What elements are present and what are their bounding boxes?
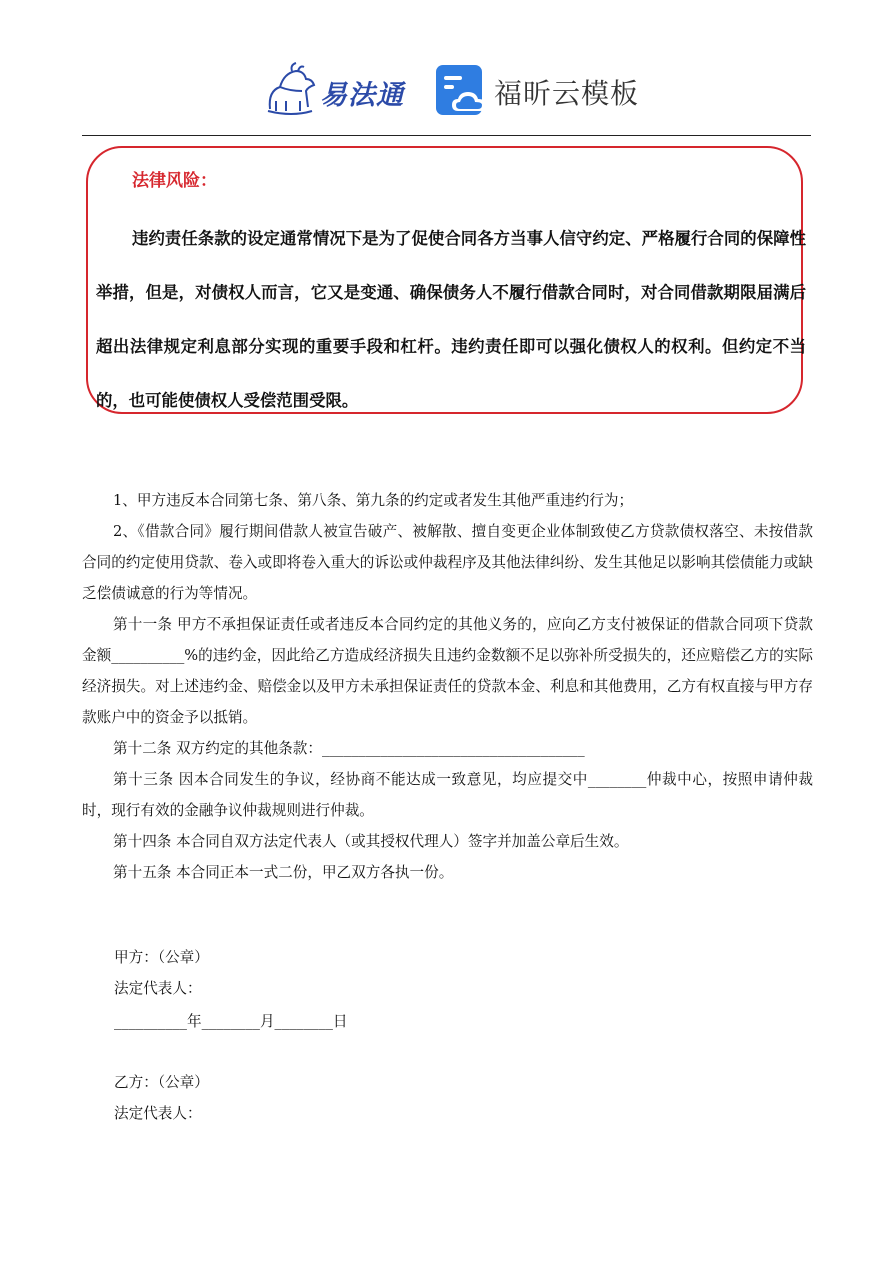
qilin-icon bbox=[262, 61, 322, 121]
legal-risk-body: 违约责任条款的设定通常情况下是为了促使合同各方当事人信守约定、严格履行合同的保障性举措，但是，对债权人而言，它又是变通、确保债务人不履行借款合同时，对合同借款期限届满后超出法律规定利息部分实现的重要手段和杠杆。违约责任即可以强化债权人的权利。但约定不当的，也可能使债权人受偿范围受限。 bbox=[96, 229, 806, 410]
header-divider bbox=[82, 135, 811, 136]
contract-clauses bbox=[82, 485, 813, 888]
party-a-label: 甲方：（公章） bbox=[114, 949, 209, 966]
clause-eleven: 第十一条 甲方不承担保证责任或者违反本合同约定的其他义务的，应向乙方支付被保证的借款合同项下贷款金额__________%的违约金，因此给乙方造成经济损失且违约金数额不足以弥补所受损失的，还应赔偿乙方的实际经济损失。对上述违约金、赔偿金以及甲方未承担保证责任的贷款本金、利息和其他费用，乙方有权直接与甲方存款账户中的资金予以抵销。 bbox=[82, 616, 813, 726]
party-b-label: 乙方：（公章） bbox=[114, 1074, 209, 1091]
clause-item: 2、《借款合同》履行期间借款人被宣告破产、被解散、擅自变更企业体制致使乙方贷款债权落空、未按借款合同的约定使用贷款、卷入或即将卷入重大的诉讼或仲裁程序及其他法律纠纷、发生其他足以影响其偿债能力或缺乏偿债诚意的行为等情况。 bbox=[82, 523, 813, 602]
party-a-representative: 法定代表人： bbox=[114, 980, 202, 997]
fuxin-logo-text: 福昕云模板 bbox=[494, 77, 640, 110]
yifatong-logo-text: 易法通 bbox=[320, 80, 404, 111]
yifatong-logo bbox=[262, 61, 412, 119]
party-b-representative: 法定代表人： bbox=[114, 1105, 202, 1122]
clause-fourteen: 第十四条 本合同自双方法定代表人（或其授权代理人）签字并加盖公章后生效。 bbox=[113, 833, 629, 850]
clause-thirteen: 第十三条 因本合同发生的争议，经协商不能达成一致意见，均应提交中________仲裁中心，按照申请仲裁时，现行有效的金融争议仲裁规则进行仲裁。 bbox=[82, 771, 813, 819]
clause-item: 1、甲方违反本合同第七条、第八条、第九条的约定或者发生其他严重违约行为； bbox=[113, 492, 634, 509]
party-a-date: __________年________月________日 bbox=[114, 1013, 348, 1030]
cloud-doc-icon bbox=[436, 65, 486, 115]
legal-risk-title: 法律风险： bbox=[132, 171, 217, 191]
clause-fifteen: 第十五条 本合同正本一式二份，甲乙双方各执一份。 bbox=[113, 864, 454, 881]
clause-twelve: 第十二条 双方约定的其他条款：____________________________________ bbox=[113, 740, 585, 757]
page-header bbox=[0, 55, 893, 130]
